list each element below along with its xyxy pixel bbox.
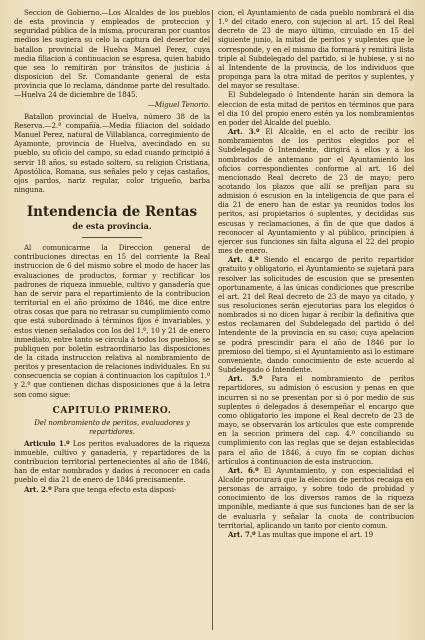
article-2-text: Para que tenga efecto esta disposi- (51, 484, 177, 494)
section-heading: Intendencia de Rentas (26, 204, 198, 221)
chapter-subtitle: Del nombramiento de peritos, evaluadores y repartidores. (34, 417, 190, 436)
article-2-label: Art. 2.º (24, 484, 52, 494)
chapter-title: CAPITULO PRIMERO. (52, 405, 172, 416)
article-6 (218, 466, 414, 530)
right-column (218, 8, 414, 539)
article-2 (14, 485, 210, 494)
article-7-text: Las multas que impone el art. 19 (255, 529, 374, 539)
article-4-label: Art. 4.º (228, 255, 259, 265)
left-column (14, 8, 210, 494)
article-6-text: El Ayuntamiento, y con especialidad el Alcalde procurará que la eleccion de peritos recaiga en personas de arraigo, y sobre todo de probidad y conocimiento de los diversos ramos de la riqueza imponible, mediante á que sus funciones han de ser la de evaluarla y señalar la cuota de contribucion territorial, aplicando un tanto por ciento comun. (218, 465, 414, 530)
article-2-continuation: cion, el Ayuntamiento de cada pueblo nombrará el dia 1.º del citado enero, con sujecion al art. 15 del Real decreto de 23 de mayo último, circulado en 15 del siguiente junio, la mitad de peritos y suplentes que le corresponde, y en el mismo dia formará y remitirá lista triple al Subdelegado del partido, si le hubiese, y si no al Intendente de la provincia, de los individuos que proponga para la otra mitad de peritos y suplentes, y del mayor se resultase. (218, 8, 414, 91)
article-6-label: Art. 6.º (228, 465, 259, 475)
article-1-text: Los peritos evaluadores de la riqueza inmueble, cultivo y ganadería, y repartidores de la contribucion territorial pertenecientes al año de 1846, han de estar nombrados y dados á reconocer en cada pueblo el dia 21 de enero de 1846 precisamente. (14, 438, 210, 485)
article-1 (14, 439, 210, 485)
section-subheading: de esta provincia. (72, 221, 152, 232)
article-5-text: Para el nombramiento de peritos repartidores, su admision ó escusion y penas en que incurren si no se presentan por si ó por medio de sus suplentes ó delegados á desempeñar el encargo que como obligatorio les impone el Real decreto de 23 de mayo, se observarán los artículos que este comprende en la seccion primera del cap. 4.º conciliando su cumplimiento con las reglas que se dejan establecidas para el año de 1846, á cuyo fin se copian dichos artículos á continuacion de esta instruccion. (218, 374, 414, 466)
article-3-text: El Alcalde, en el acto de recibir los nombramientos de los peritos elegidos por el Subdelegado ó Intendente, dirigirá á ellos y á los nombrados de antemano por el Ayuntamiento los oficios correspondientes conforme al art. 16 del mencionado Real decreto de 23 de mayo; pero acotando los plazos que allí se prefijan para su admision ó escusion en la inteligencia de que para el dia 21 de enero han de estar ya reunidos todos los peritos, asi propietarios ó suplentes, y decididas sus escusas y reclamaciones, á fin de que que dados á reconocer al Ayuntamiento y al público, principien á ejercer sus funciones sin falta alguna el 22 del propio mes de enero. (218, 127, 414, 256)
signature: —Miguel Tenorio. (147, 99, 210, 109)
article-4-text: Siendo el encargo de perito repartidor gratuito y obligatorio, el Ayuntamiento se sujetará para resolver las solicitudes de escusion que se presenten oportunamente, á las únicas condiciones que prescribe el art. 21 del Real decreto de 23 de mayo ya citado, y sus resoluciones serán ejecutorias para los elegidos ó nombrados si no dicen lugar á recibir la definitiva que estos reclamaren del Subdelegado del partido ó del Intendente de la provincia en su caso; cuya apelacion se podrá prescindir para el año de 1846 por lo premioso del tiempo, si el Ayuntamiento asi lo estimare conveniente, dando conocimiento de este acuerdo al Subdelegado ó Intendente. (218, 255, 414, 375)
article-3 (218, 127, 414, 255)
desertor-notice: Seccion de Gobierno.—Los Alcaldes de los pueblos de esta provincia y empleados de proteccion y seguridad pública de la misma, procuraran por cuantos medios les sugiera su celo la captura del desertor del batallon provincial de Huelva Manuel Perez, cuya media filiacion á continuacion se espresa, quien habido que sea lo remitirán por tránsitos de justicia á disposicion del Sr. Comandante general de esta provincia que lo reclama, dándome parte del resultado.—Huelva 24 de diciembre de 1845. (14, 8, 210, 100)
article-3-label: Art. 3.º (228, 127, 260, 137)
article-5 (218, 374, 414, 466)
intro-paragraph: Al comunicarme la Direccion general de contribuciones directas en 15 del corriente la Real instruccion de 6 del mismo sobre el modo de hacer las evaluaciones de productos, formar y rectificar los padrones de riqueza inmueble, cultivo y ganadería que han de servir para el repartimiento de la contribucion territorial en el año próximo de 1846, me dice entre otras cosas que para no retrasar su cumplimiento como que está subordinado á términos fijos é invariables, y estos vienen señalados con los del 1.º, 10 y 21 de enero inmediato, entre tanto se circula á todos los pueblos, se publiquen por boletin estraordinario las disposiciones de la citada instruccion relativa al nombramiento de peritos y presentacion de relaciones individuales. En su consecuencia se copian á continuacion los capítulos 1.º y 2.º que contienen dichas disposiciones que á la letra son como sigue: (14, 243, 210, 399)
article-5-label: Art. 5.º (228, 374, 263, 384)
filiacion-paragraph: Batallon provincial de Huelva, número 38 de la Reserva.—2.ª compañía.—Media filiacion del soldado Manuel Perez, natural de Villablanca, corregimiento de Ayamonte, provincia de Huelva, avecindado en su pueblo, su oficio del campo, su edad cuando principió á servir 18 años, su estado soltero, su religion Cristiana, Apostólica, Romana, sus señales pelo y cejas castaños, ojos pardos, nariz regular, color trigueño, barba ninguna. (14, 111, 210, 194)
article-7 (218, 530, 414, 539)
article-7-label: Art. 7.º (228, 529, 256, 539)
article-4 (218, 255, 414, 374)
column-rule (212, 10, 213, 630)
subdelegado-paragraph: El Subdelegado ó Intendente harán sin demora la eleccion de esta mitad de peritos en términos que para el dia 10 del propio enero estén ya los nombramientos en poder del Alcalde del pueblo. (218, 90, 414, 127)
divider (82, 237, 142, 238)
article-1-label: Articulo 1.º (24, 438, 70, 448)
